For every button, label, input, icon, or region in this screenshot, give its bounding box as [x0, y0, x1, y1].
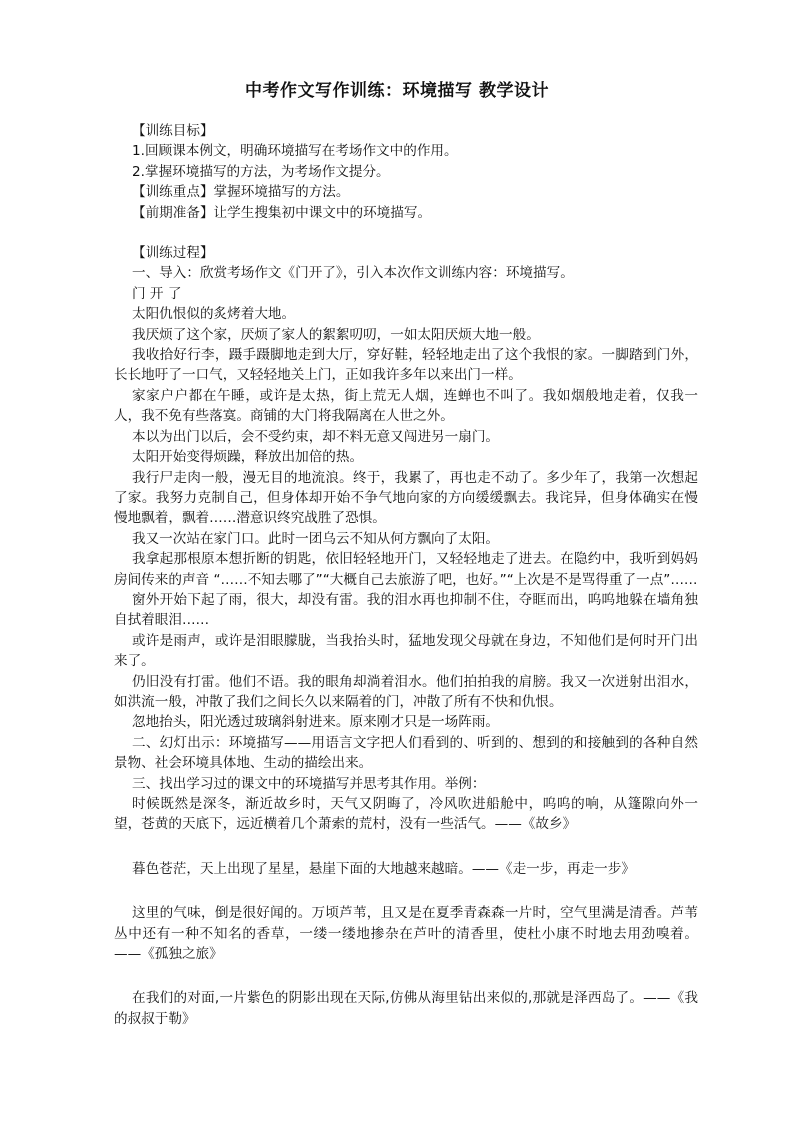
step-slide: 二、幻灯出示：环境描写——用语言文字把人们看到的、听到的、想到的和接触到的各种自然景物、社会环境具体地、生动的描绘出来。: [114, 734, 698, 772]
essay-paragraph: 或许是雨声，或许是泪眼朦胧，当我抬头时，猛地发现父母就在身边，不知他们是何时开门出来了。: [114, 632, 698, 670]
goals-header: 【训练目标】: [132, 123, 214, 139]
essay-paragraph: 本以为出门以后，会不受约束，却不料无意又闯进另一扇门。: [132, 428, 500, 445]
preparation: 【前期准备】让学生搜集初中课文中的环境描写。: [132, 204, 432, 221]
essay-paragraph: 仍旧没有打雷。他们不语。我的眼角却淌着泪水。他们拍拍我的肩膀。我又一次迸射出泪水，如洪流一般，冲散了我们之间长久以来隔着的门，冲散了所有不快和仇恨。: [114, 673, 698, 710]
essay-paragraph: 我收拾好行李，蹑手蹑脚地走到大厅，穿好鞋，轻轻地走出了这个我恨的家。一脚踏到门外，长长地吁了一口气，又轻轻地关上门，正如我许多年以来出门一样。: [114, 347, 698, 384]
example-quote: 时候既然是深冬，渐近故乡时，天气又阴晦了，冷风吹进船舱中，呜呜的响，从篷隙向外一望，苍黄的天底下，远近横着几个萧索的荒村，没有一些活气。——《故乡》: [114, 796, 698, 833]
example-quote: 在我们的对面,一片紫色的阴影出现在天际,仿佛从海里钻出来似的,那就是泽西岛了。——《我的叔叔于勒》: [114, 990, 698, 1027]
section-gap: [114, 223, 698, 243]
essay-title: 门 开 了: [132, 285, 182, 302]
key-point: 【训练重点】掌握环境描写的方法。: [132, 184, 350, 201]
example-quote: 暮色苍茫，天上出现了星星，悬崖下面的大地越来越暗。——《走一步，再走一步》: [132, 860, 635, 877]
essay-paragraph: 太阳仇恨似的炙烤着大地。: [132, 306, 296, 323]
essay-paragraph: 我又一次站在家门口。此时一团乌云不知从何方飘向了太阳。: [132, 530, 500, 547]
step-intro: 一、导入：欣赏考场作文《门开了》，引入本次作文训练内容：环境描写。: [132, 265, 574, 282]
essay-paragraph: 我厌烦了这个家，厌烦了家人的絮絮叨叨，一如太阳厌烦大地一般。: [132, 326, 540, 343]
essay-paragraph: 我行尸走肉一般，漫无目的地流浪。终于，我累了，再也走不动了。多少年了，我第一次想起了家。我努力克制自己，但身体却开始不争气地向家的方向缓缓飘去。我诧异，但身体确实在慢慢地飘着，飘着……潜意识终究战胜了恐惧。: [114, 469, 698, 527]
essay-paragraph: 我拿起那根原本想折断的钥匙，依旧轻轻地开门，又轻轻地走了进去。在隐约中，我听到妈妈房间传来的声音 “……不知去哪了”“大概自己去旅游了吧，也好。”“上次是不是骂得重了一点”……: [114, 551, 698, 588]
section-gap: [114, 964, 698, 988]
example-quote: 这里的气味，倒是很好闻的。万顷芦苇，且又是在夏季青森森一片时，空气里满是清香。芦苇丛中还有一种不知名的香草，一缕一缕地掺杂在芦叶的清香里，使杜小康不时地去用劲嗅着。 ——《孤独之旅》: [114, 905, 698, 963]
step-examples: 三、找出学习过的课文中的环境描写并思考其作用。举例：: [132, 775, 486, 792]
process-header: 【训练过程】: [132, 245, 214, 262]
essay-paragraph: 忽地抬头，阳光透过玻璃斜射进来。原来刚才只是一场阵雨。: [132, 714, 500, 731]
document-title: 中考作文写作训练：环境描写 教学设计: [245, 81, 549, 101]
document-body: [114, 121, 698, 1029]
essay-paragraph: 太阳开始变得烦躁，释放出加倍的热。: [132, 449, 364, 466]
goal-item: 2.掌握环境描写的方法，为考场作文提分。: [132, 163, 390, 180]
essay-paragraph: 家家户户都在午睡，或许是太热，街上荒无人烟，连蝉也不叫了。我如烟般地走着，仅我一人，我不免有些落寞。商铺的大门将我隔离在人世之外。: [114, 387, 698, 425]
goal-item: 1.回顾课本例文，明确环境描写在考场作文中的作用。: [132, 143, 458, 160]
section-gap: [114, 835, 698, 859]
essay-paragraph: 窗外开始下起了雨，很大，却没有雷。我的泪水再也抑制不住，夺眶而出，呜呜地躲在墙角独自拭着眼泪……: [114, 591, 698, 629]
section-gap: [114, 879, 698, 903]
